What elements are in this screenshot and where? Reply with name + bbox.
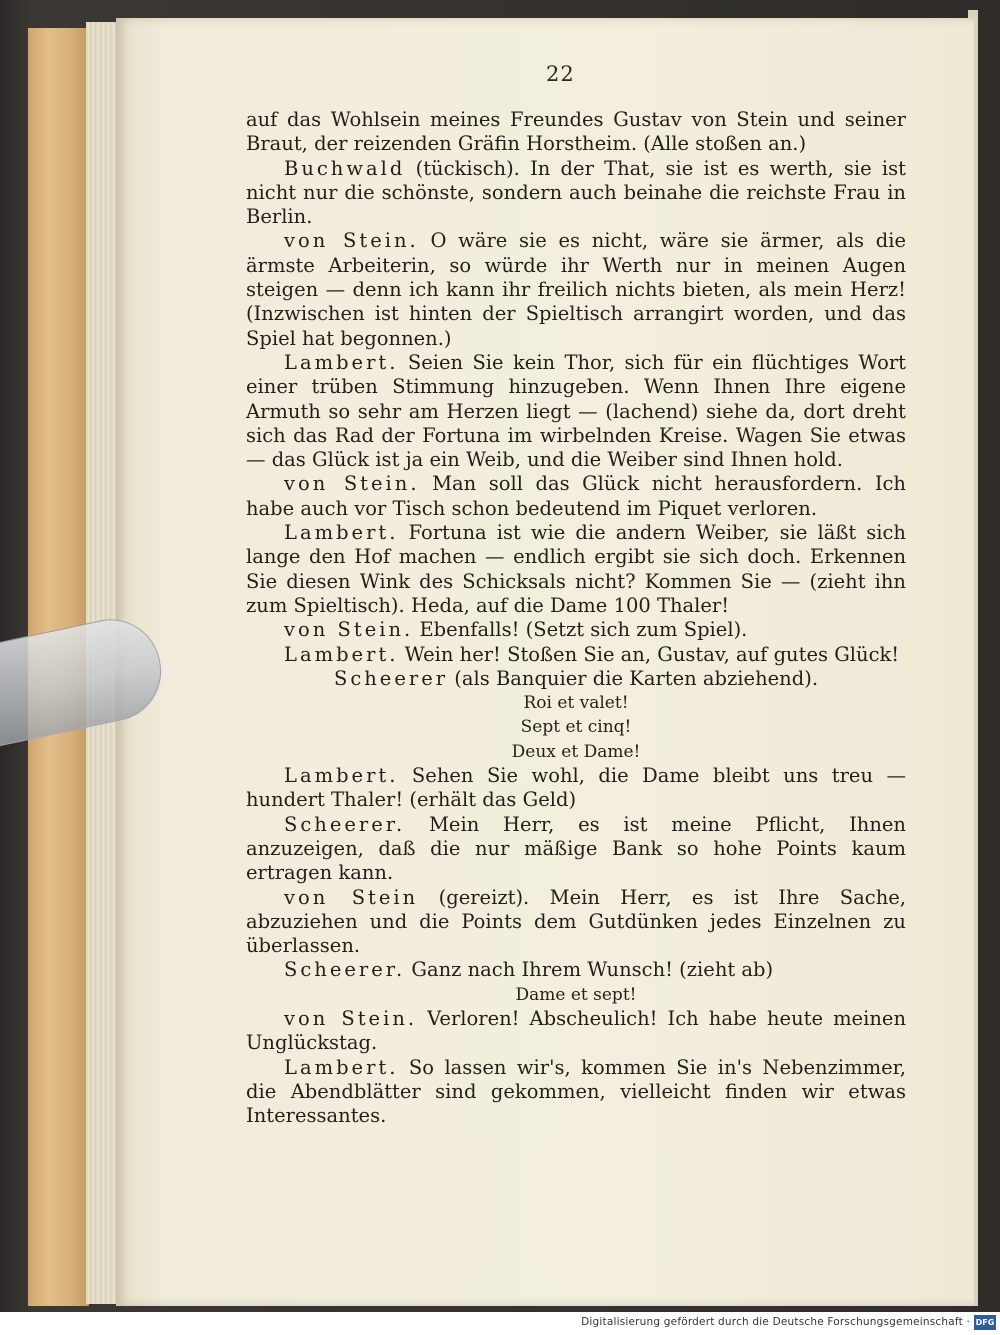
paragraph-text: (gereizt). Mein Herr, es ist Ihre Sache, abzuziehen und die Points dem Gutdünken jedes Einzelnen zu überlassen. bbox=[246, 885, 906, 958]
paragraph-text: Roi et valet! bbox=[523, 693, 629, 714]
paragraph-text: Fortuna ist wie die andern Weiber, sie läßt sich lange den Hof machen — endlich ergibt sie sich doch. Erkennen Sie diesen Wink des Schicksals nicht? Kommen Sie — (zieht ihn zum Spieltisch). Heda, auf die Dame 100 Thaler! bbox=[246, 521, 906, 617]
paragraph bbox=[246, 1056, 906, 1129]
speaker-name: Buchwald bbox=[284, 156, 406, 180]
paragraph bbox=[246, 472, 906, 521]
speaker-name: Lambert. bbox=[284, 764, 399, 788]
paragraph bbox=[246, 157, 906, 230]
paragraph bbox=[246, 764, 906, 813]
dfg-logo: DFG bbox=[974, 1315, 996, 1330]
page-text bbox=[246, 108, 906, 1128]
paragraph bbox=[246, 618, 906, 642]
paragraph-text: auf das Wohlsein meines Freundes Gustav von Stein und seiner Braut, der reizenden Gräfin Horstheim. (Alle stoßen an.) bbox=[246, 108, 906, 156]
paragraph bbox=[246, 667, 906, 691]
speaker-name: Scheerer bbox=[333, 666, 449, 690]
paragraph bbox=[246, 983, 906, 1007]
paragraph bbox=[246, 740, 906, 764]
speaker-name: Scheerer. bbox=[284, 958, 406, 982]
paragraph-text: Mein Herr, es ist meine Pflicht, Ihnen anzuzeigen, daß die nur mäßige Bank so hohe Points kaum ertragen kann. bbox=[246, 812, 906, 885]
paragraph-text: O wäre sie es nicht, wäre sie ärmer, als die ärmste Arbeiterin, so würde ihr Werth nur in meinen Augen steigen — denn ich kann ihr freilich nichts bieten, als mein Herz! (Inzwischen ist hinten der Spieltisch arrangirt worden, und das Spiel hat begonnen.) bbox=[246, 229, 906, 350]
speaker-name: von Stein. bbox=[284, 618, 414, 642]
speaker-name: von Stein. bbox=[284, 1006, 418, 1030]
paragraph-text: Sehen Sie wohl, die Dame bleibt uns treu — hundert Thaler! (erhält das Geld) bbox=[246, 764, 906, 812]
speaker-name: Lambert. bbox=[284, 521, 399, 545]
paragraph bbox=[246, 351, 906, 472]
paragraph-text: Verloren! Abscheulich! Ich habe heute meinen Unglückstag. bbox=[246, 1006, 906, 1055]
paragraph-text: (tückisch). In der That, sie ist es werth, sie ist nicht nur die schönste, sondern auch beinahe die reichste Frau in Berlin. bbox=[246, 156, 906, 229]
speaker-name: Lambert. bbox=[284, 350, 399, 374]
footer-bar bbox=[0, 1312, 1000, 1335]
paragraph bbox=[246, 521, 906, 618]
paragraph-text: Dame et sept! bbox=[515, 984, 637, 1005]
paragraph-text: Ganz nach Ihrem Wunsch! (zieht ab) bbox=[405, 958, 774, 982]
paragraph bbox=[246, 229, 906, 350]
paragraph bbox=[246, 715, 906, 739]
page-number: 22 bbox=[546, 62, 575, 86]
paragraph bbox=[246, 108, 906, 157]
speaker-name: von Stein bbox=[284, 885, 419, 909]
paragraph bbox=[246, 958, 906, 982]
paragraph-text: Deux et Dame! bbox=[511, 741, 641, 762]
paragraph-text: Wein her! Stoßen Sie an, Gustav, auf gutes Glück! bbox=[398, 642, 900, 666]
paragraph bbox=[246, 813, 906, 886]
speaker-name: Lambert. bbox=[284, 1055, 399, 1079]
paragraph-text: Ebenfalls! (Setzt sich zum Spiel). bbox=[413, 618, 748, 642]
speaker-name: Scheerer. bbox=[284, 812, 406, 836]
paragraph bbox=[246, 886, 906, 959]
speaker-name: von Stein. bbox=[284, 229, 419, 253]
paragraph-text: Seien Sie kein Thor, sich für ein flüchtiges Wort einer trüben Stimmung hinzugeben. Wenn Ihnen Ihre eigene Armuth so sehr am Herzen liegt — (lachend) siehe da, dort dreht sich das Rad der Fortuna im wirbelnden Kreise. Wagen Sie etwas — das Glück ist ja ein Weib, und die Weiber sind Ihnen hold. bbox=[246, 350, 906, 472]
paragraph-text: Sept et cinq! bbox=[520, 717, 632, 738]
speaker-name: Lambert. bbox=[284, 642, 399, 666]
paragraph bbox=[246, 643, 906, 667]
paragraph bbox=[246, 1007, 906, 1056]
footer-credit: Digitalisierung gefördert durch die Deutsche Forschungsgemeinschaft · bbox=[581, 1316, 970, 1328]
speaker-name: von Stein. bbox=[284, 472, 420, 496]
paragraph-text: So lassen wir's, kommen Sie in's Nebenzimmer, die Abendblätter sind gekommen, vielleicht finden wir etwas Interessantes. bbox=[246, 1055, 906, 1128]
paragraph-text: (als Banquier die Karten abziehend). bbox=[448, 666, 819, 690]
paragraph-text: Man soll das Glück nicht herausfordern. Ich habe auch vor Tisch schon bedeutend im Piquet verloren. bbox=[246, 472, 906, 520]
paragraph bbox=[246, 691, 906, 715]
